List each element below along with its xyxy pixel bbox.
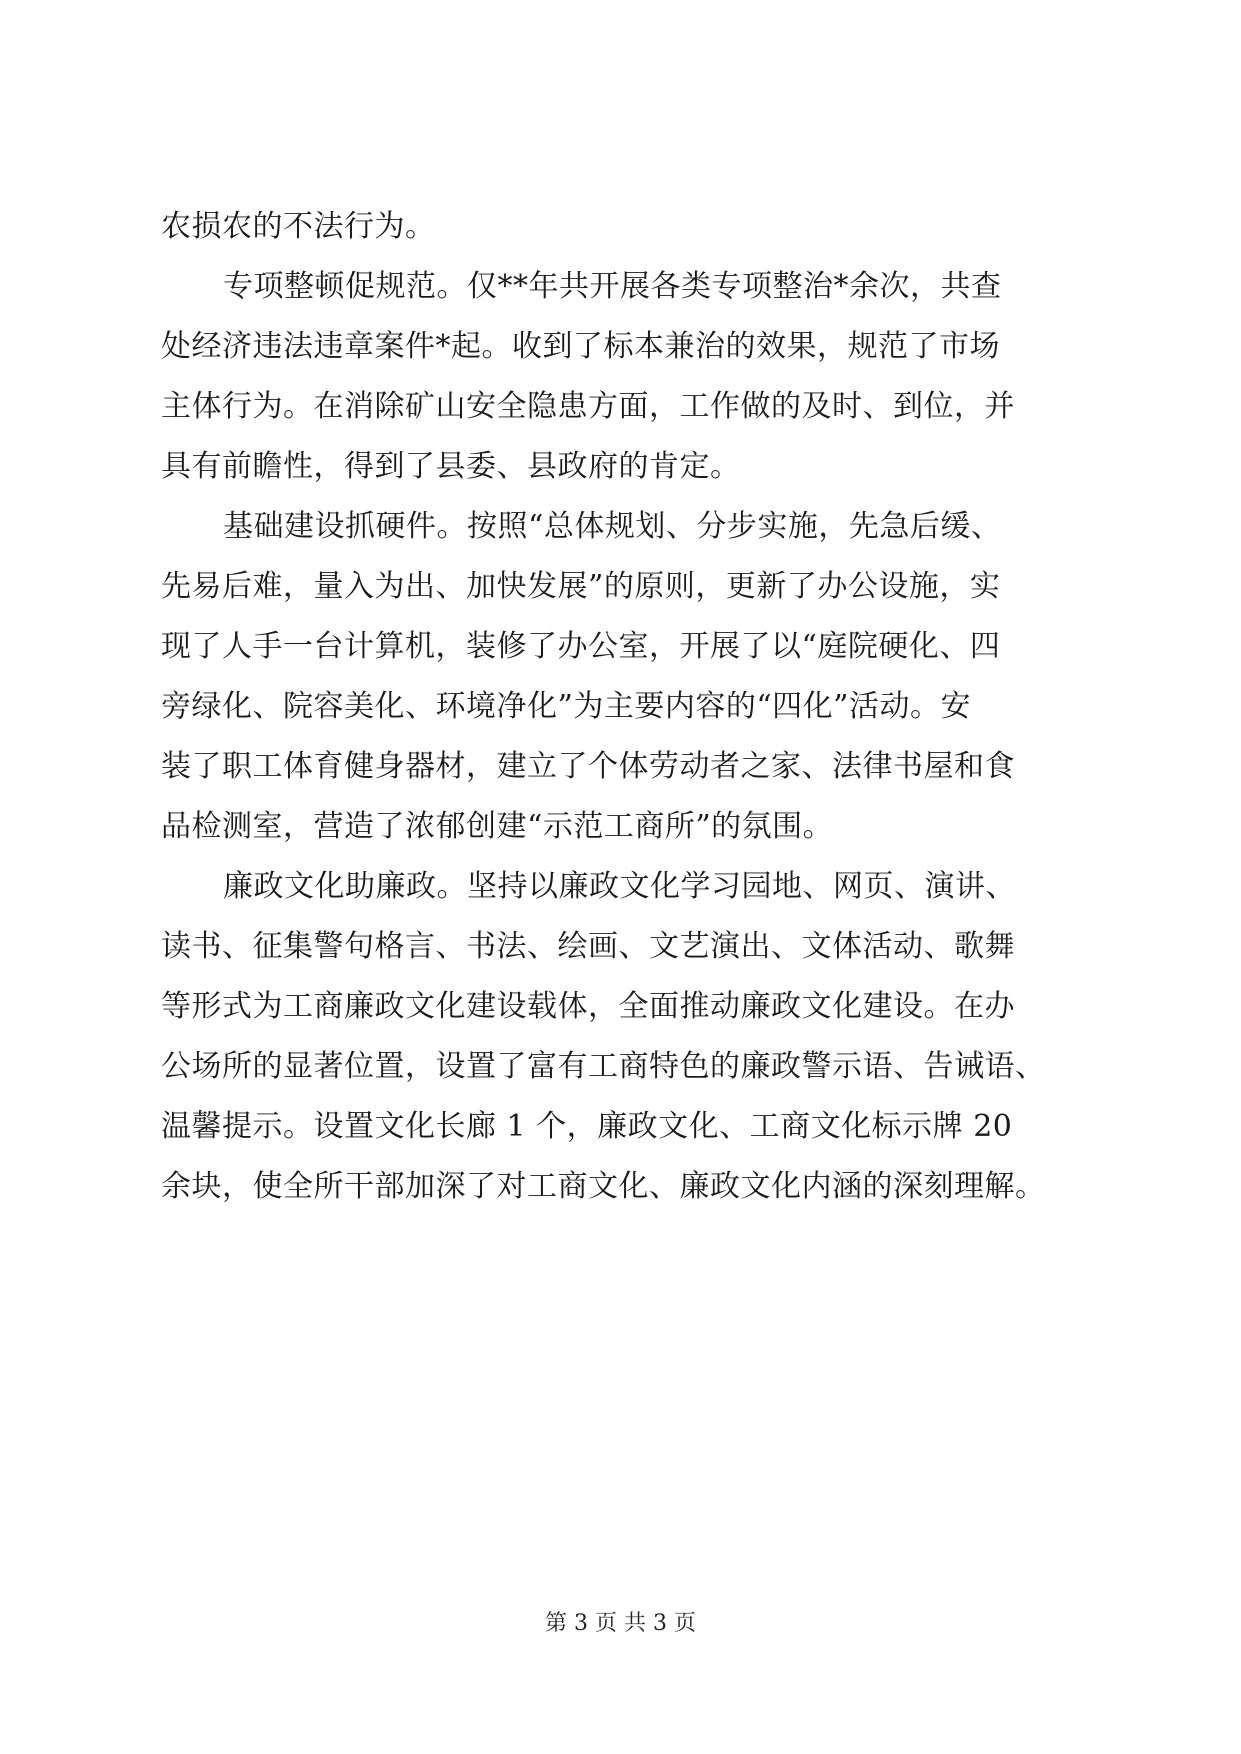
text-line: 品检测室，营造了浓郁创建“示范工商所”的氛围。 — [161, 809, 834, 844]
text-line: 先易后难，量入为出、加快发展”的原则，更新了办公设施，实 — [161, 569, 1001, 604]
paragraph-start-line: 基础建设抓硬件。按照“总体规划、分步实施，先急后缓、 — [223, 509, 1002, 544]
text-line: 余块，使全所干部加深了对工商文化、廉政文化内涵的深刻理解。 — [161, 1169, 1046, 1204]
paragraph-start-line: 廉政文化助廉政。坚持以廉政文化学习园地、网页、演讲、 — [223, 869, 1016, 904]
text-line: 农损农的不法行为。 — [161, 209, 436, 244]
paragraph-start-line: 专项整顿促规范。仅**年共开展各类专项整治*余次，共查 — [223, 269, 1002, 304]
text-line: 旁绿化、院容美化、环境净化”为主要内容的“四化”活动。安 — [161, 689, 972, 724]
text-line: 具有前瞻性，得到了县委、县政府的肯定。 — [161, 449, 741, 484]
text-line: 读书、征集警句格言、书法、绘画、文艺演出、文体活动、歌舞 — [161, 929, 1015, 964]
text-line: 主体行为。在消除矿山安全隐患方面，工作做的及时、到位，并 — [161, 389, 1015, 424]
text-line: 温馨提示。设置文化长廊 1 个，廉政文化、工商文化标示牌 20 — [161, 1109, 1013, 1144]
page-number-label: 第 3 页 共 3 页 — [545, 1611, 696, 1636]
text-line: 装了职工体育健身器材，建立了个体劳动者之家、法律书屋和食 — [161, 749, 1015, 784]
text-line: 公场所的显著位置，设置了富有工商特色的廉政警示语、告诫语、 — [161, 1049, 1046, 1084]
text-line: 处经济违法违章案件*起。收到了标本兼治的效果，规范了市场 — [161, 329, 1000, 364]
text-line: 现了人手一台计算机，装修了办公室，开展了以“庭院硬化、四 — [161, 629, 1001, 664]
page-footer — [0, 1609, 1241, 1639]
document-body — [161, 197, 1086, 1217]
text-line: 等形式为工商廉政文化建设载体，全面推动廉政文化建设。在办 — [161, 989, 1015, 1024]
